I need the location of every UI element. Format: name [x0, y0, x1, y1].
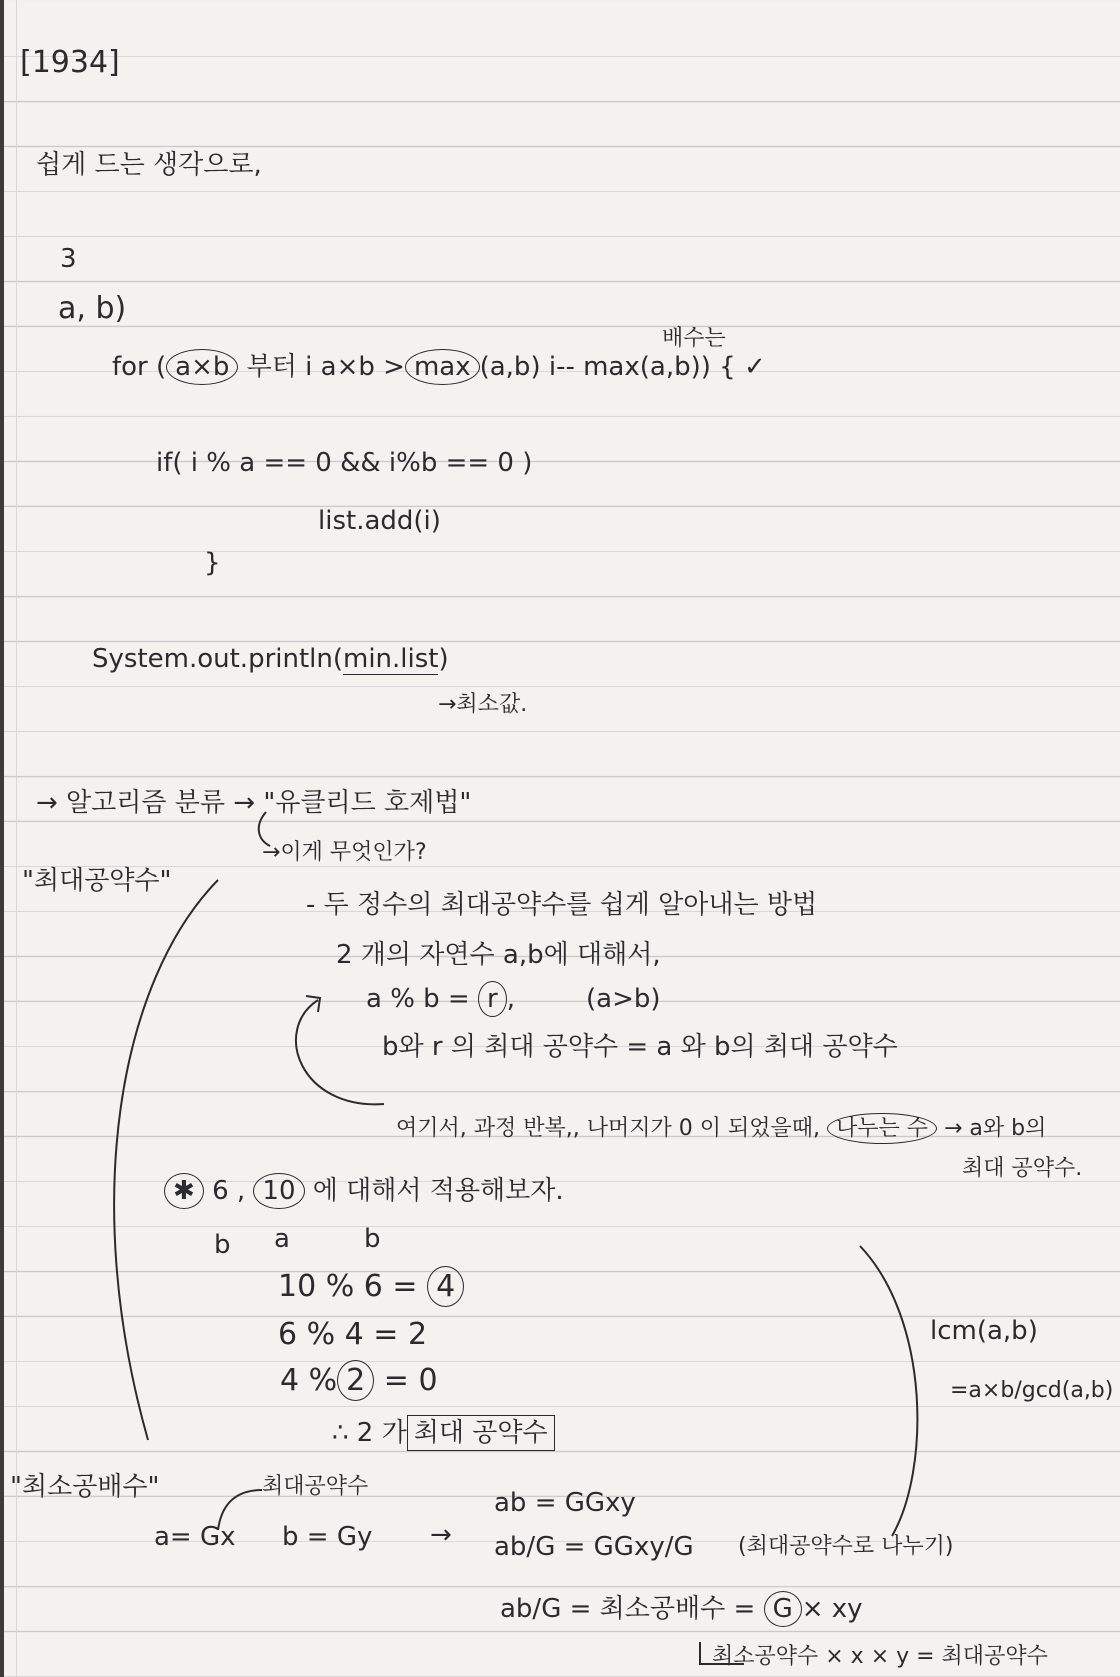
label-b-2: b: [364, 1224, 381, 1254]
formula-remainder: r: [478, 981, 507, 1017]
repeat-end: 최대 공약수.: [962, 1156, 1083, 1181]
bracket-curve-right: [860, 1246, 917, 1536]
eq3-circled: G: [764, 1591, 802, 1627]
for-note: 배수는: [662, 326, 726, 351]
bracket-curve-left: [114, 880, 218, 1440]
formula-left: a % b =: [366, 984, 470, 1014]
euclid-formula: [366, 986, 515, 1012]
step-1-right: 4: [427, 1266, 464, 1307]
example-line: [164, 1178, 564, 1204]
print-close: ): [438, 644, 449, 674]
input-n: 3: [60, 244, 77, 274]
lcm-def-b: b = Gy: [282, 1522, 373, 1552]
intro-text: 쉽게 드는 생각으로,: [36, 150, 262, 180]
conclusion-boxed: 최대 공약수: [407, 1415, 555, 1451]
print-call: System.out.println(: [92, 644, 343, 674]
lcm-eq2: ab/G = GGxy/G: [494, 1532, 694, 1562]
repeat-prefix: 여기서, 과정 반복,, 나머지가 0 이 되었을때,: [396, 1116, 820, 1141]
repeat-circled: 나누는 수: [827, 1113, 937, 1144]
if-line: if( i % a == 0 && i%b == 0 ): [156, 448, 533, 478]
print-arg: min.list: [343, 644, 439, 674]
for-circled-product: a×b: [166, 349, 238, 385]
example-star: ✱: [164, 1173, 204, 1209]
euclid-repeat: [396, 1118, 1046, 1140]
loop-arrow-curve: [296, 1000, 384, 1104]
print-line: [92, 646, 449, 672]
label-b-1: b: [214, 1230, 231, 1260]
for-condition-tail: (a,b) i-- max(a,b)) {: [479, 352, 736, 382]
for-after-circle: 부터: [246, 352, 297, 382]
euclid-statement: b와 r 의 최대 공약수 = a 와 b의 최대 공약수: [382, 1032, 898, 1062]
step-3-left: 4 %: [280, 1363, 338, 1398]
example-suffix: 에 대해서 적용해보자.: [312, 1176, 564, 1206]
category-prefix: → 알고리즘 분류 →: [36, 788, 256, 818]
margin-line: [16, 0, 17, 1677]
step-3-mid: 2: [337, 1360, 374, 1401]
for-condition: i a×b >: [305, 352, 405, 382]
euclid-title: "유클리드 호제법": [263, 788, 472, 818]
euclid-question: →이게 무엇인가?: [262, 840, 427, 865]
lcm-gcd-tag: 최대공약수: [262, 1474, 369, 1499]
close-brace: }: [204, 548, 221, 578]
lcm-def-a: a= Gx: [154, 1522, 236, 1552]
example-conclusion: [332, 1420, 555, 1446]
input-pair: a, b): [58, 291, 127, 326]
conclusion-prefix: ∴ 2 가: [332, 1418, 407, 1448]
step-3-right: = 0: [383, 1363, 438, 1398]
add-line: list.add(i): [318, 506, 441, 536]
step-1: [278, 1269, 464, 1304]
euclid-condition: (a>b): [586, 984, 661, 1014]
example-circled: 10: [253, 1173, 304, 1209]
print-note: →최소값.: [438, 692, 528, 717]
lcm-eq2-note: (최대공약수로 나누기): [738, 1534, 954, 1559]
formula-tail: ,: [506, 984, 515, 1014]
lcm-title: "최소공배수": [10, 1472, 160, 1502]
eq3-suffix: × xy: [801, 1594, 863, 1624]
algorithm-category: [36, 790, 471, 816]
step-3: [280, 1363, 438, 1398]
lcm-arrow: →: [430, 1520, 452, 1550]
lcm-eq3: [500, 1596, 863, 1622]
for-prefix: for (: [112, 352, 167, 382]
euclid-premise: 2 개의 자연수 a,b에 대해서,: [336, 940, 661, 970]
eq3-prefix: ab/G = 최소공배수 =: [500, 1594, 756, 1624]
euclid-definition: - 두 정수의 최대공약수를 쉽게 알아내는 방법: [306, 890, 818, 920]
step-1-left: 10 % 6 =: [278, 1269, 418, 1304]
check-mark: ✓: [743, 352, 766, 382]
for-line: [112, 354, 766, 380]
gcd-label: "최대공약수": [22, 866, 172, 896]
lcm-side-2: =a×b/gcd(a,b): [950, 1378, 1114, 1403]
page-binding-edge: [0, 0, 4, 1677]
label-a: a: [274, 1224, 290, 1254]
loop-arrow-head: [306, 996, 320, 1012]
repeat-suffix: → a와 b의: [943, 1116, 1047, 1141]
lcm-eq4: 최소공약수 × x × y = 최대공약수: [712, 1644, 1048, 1669]
step-2: 6 % 4 = 2: [278, 1317, 428, 1352]
example-prefix: 6 ,: [212, 1176, 246, 1206]
lcm-side-1: lcm(a,b): [930, 1316, 1038, 1346]
problem-id: [1934]: [20, 45, 120, 80]
lcm-eq1: ab = GGxy: [494, 1488, 636, 1518]
for-circled-max: max: [405, 349, 480, 385]
